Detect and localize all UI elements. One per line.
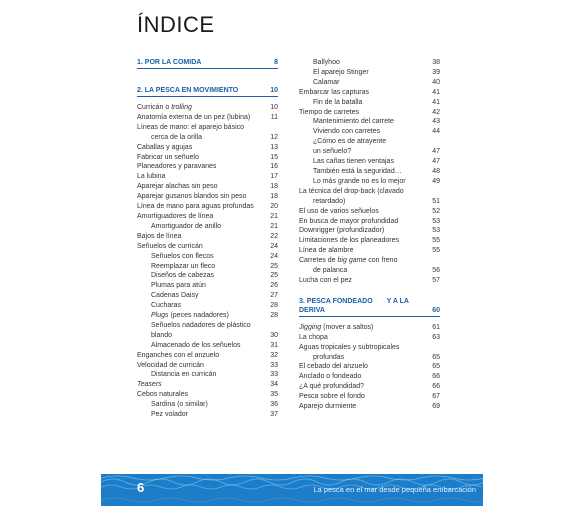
toc-entry[interactable] [299,58,440,68]
entry-page-number: 31 [270,341,278,349]
section-title-line: 2. LA PESCA EN MOVIMIENTO [137,87,239,94]
toc-entry[interactable] [299,217,440,227]
toc-entry[interactable] [299,127,440,137]
entry-title [137,341,265,351]
entry-page-number: 44 [432,128,440,136]
entry-title [299,392,427,402]
toc-entry[interactable] [299,167,440,177]
entry-title-text: Señuelos con flecos [151,252,214,260]
entry-title [299,98,427,108]
entry-title-text: También está la seguridad… [313,167,402,175]
toc-entry[interactable] [137,113,278,123]
entry-page-number: 32 [270,351,278,359]
toc-entry[interactable] [299,256,440,276]
entry-title [137,361,265,371]
entry-title [137,252,265,262]
entry-page-number: 17 [270,173,278,181]
page-number: 6 [137,480,145,495]
entry-page-number: 22 [270,232,278,240]
entry-title-text: Línea de mano para aguas profundas [137,203,254,211]
entry-title [299,108,427,118]
toc-entry[interactable] [299,392,440,402]
toc-entry[interactable] [299,246,440,256]
entry-title [137,162,265,172]
toc-entry[interactable] [137,202,278,212]
entry-title [137,390,265,400]
entry-title [299,127,427,137]
section-title-line: 1. POR LA COMIDA [137,59,202,66]
entry-title [137,281,265,291]
toc-entry[interactable] [299,88,440,98]
entry-page-number: 61 [432,323,440,331]
toc-entry[interactable] [137,341,278,351]
entry-title-text: Lucha con el pez [299,276,352,284]
entry-title-text: Tiempo de carretes [299,108,360,116]
entry-page-number: 28 [270,302,278,310]
entry-title [137,400,265,410]
entry-title-continuation: profundas [313,353,345,361]
section-heading [299,297,440,317]
entry-title [137,232,265,242]
entry-title [299,78,427,88]
toc-entry[interactable] [137,252,278,262]
entry-page-number: 15 [270,153,278,161]
entry-title-text: Enganches con el anzuelo [137,351,220,359]
entry-title [299,167,427,177]
toc-entry[interactable] [137,380,278,390]
toc-entry[interactable] [137,143,278,153]
toc-entry[interactable] [137,162,278,172]
entry-title-text: Distancia en curricán [151,371,217,379]
entry-title [137,153,265,163]
entry-page-number: 36 [270,401,278,409]
entry-title [137,182,265,192]
entry-title [299,323,427,333]
entry-title-text: El uso de varios señuelos [299,207,379,215]
entry-title [137,410,265,420]
entry-page-number: 26 [270,282,278,290]
entry-page-number: 37 [270,411,278,419]
entry-page-number: 49 [432,177,440,185]
section-title-line: 3. PESCA FONDEADO [299,297,373,305]
toc-entry[interactable] [137,192,278,202]
toc-entry[interactable] [137,172,278,182]
entry-title-text: En busca de mayor profundidad [299,217,399,225]
entry-page-number: 67 [432,393,440,401]
entry-title-text: Línea de alambre [299,247,354,255]
entry-title-text: Viviendo con carretes [313,128,381,136]
entry-title-text: Reemplazar un fleco [151,262,216,270]
entry-page-number: 41 [432,98,440,106]
toc-entry[interactable] [299,207,440,217]
entry-page-number: 18 [270,193,278,201]
entry-title-text: La chopa [299,333,328,341]
entry-title-text: Almacenado de los señuelos [151,341,241,349]
entry-title [137,311,265,321]
toc-entry[interactable] [299,323,440,333]
entry-title-continuation: un señuelo? [313,148,352,156]
entry-title-text: Las cañas tienen ventajas [313,158,394,166]
entry-page-number: 10 [270,104,278,111]
entry-page-number: 33 [270,361,278,369]
toc-entry[interactable] [137,390,278,400]
entry-page-number: 40 [432,78,440,86]
entry-title-text: Diseños de cabezas [151,272,215,280]
entry-title [137,301,265,311]
entry-page-number: 30 [270,331,278,339]
entry-page-number: 56 [432,267,440,275]
entry-title-text: Aparejo durmiente [299,403,357,411]
entry-title-text: Líneas de mano: el aparejo básico [137,123,245,131]
entry-title-text: El cebado del anzuelo [299,363,368,371]
toc-entry[interactable] [137,361,278,371]
entry-page-number: 57 [432,276,440,284]
entry-page-number: 16 [270,163,278,171]
entry-title-part: Carretes de [299,257,338,265]
toc-entry[interactable] [137,291,278,301]
entry-page-number: 27 [270,292,278,300]
entry-title-text: Downrigger (profundizador) [299,227,385,235]
section-page-number: 60 [432,306,440,314]
entry-title-text: Lo más grande no es lo mejor [313,177,406,185]
entry-title [137,123,265,143]
entry-title-text: Velocidad de curricán [137,361,204,369]
entry-title [299,402,427,412]
entry-title-text: La lubina [137,173,166,181]
entry-title-text: Señuelos nadadores de plástico [151,321,251,329]
entry-page-number: 35 [270,391,278,399]
entry-page-number: 63 [432,333,440,341]
entry-page-number: 66 [432,373,440,381]
toc-entry[interactable] [299,78,440,88]
entry-title [137,172,265,182]
toc-entry[interactable] [299,157,440,167]
entry-title [137,113,265,123]
entry-title [299,382,427,392]
entry-title [299,333,427,343]
section-gap [137,75,278,86]
entry-page-number: 53 [432,227,440,235]
entry-title-text: Aparejar alachas sin peso [137,183,218,191]
toc-entry[interactable] [299,137,440,157]
entry-page-number: 65 [432,363,440,371]
entry-title [299,117,427,127]
toc-entry[interactable] [299,68,440,78]
entry-title-text: Amortiguador de anillo [151,222,222,230]
entry-page-number: 43 [432,118,440,126]
entry-title-text: Plumas para atún [151,282,206,290]
toc-entry[interactable] [299,117,440,127]
toc-entry[interactable] [137,222,278,232]
section-title [299,297,432,315]
entry-title-text: Calamar [313,78,340,86]
entry-title-continuation: de palanca [313,267,348,275]
entry-title [137,192,265,202]
toc-left-column [137,58,278,420]
entry-title-text: Aparejar gusanos blandos sin peso [137,193,247,201]
entry-title-continuation: cerca de la orilla [151,133,202,141]
entry-title-text: Sardina (o similar) [151,401,208,409]
entry-page-number: 48 [432,167,440,175]
entry-title-part: con freno [366,257,398,265]
entry-page-number: 21 [270,212,278,220]
toc-entry[interactable] [299,236,440,246]
entry-title-text: Cebos naturales [137,391,188,399]
toc-entry[interactable] [299,362,440,372]
entry-title-part: Curricán o [137,104,172,111]
entry-title [137,380,265,390]
page-title: ÍNDICE [137,12,215,37]
entry-title-continuation: retardado) [313,197,346,205]
entry-page-number: 20 [270,203,278,211]
entry-title-text: Planeadores y paravanes [137,163,217,171]
toc-entry[interactable] [299,226,440,236]
entry-title [299,207,427,217]
entry-page-number: 41 [432,88,440,96]
toc-entry[interactable] [299,276,440,286]
entry-title-text: Anatomía externa de un pez (lubina) [137,113,251,121]
entry-title [299,372,427,382]
toc-entry[interactable] [299,98,440,108]
entry-page-number: 38 [432,59,440,66]
entry-title [137,143,265,153]
entry-title [299,256,427,276]
section-heading [137,86,278,97]
entry-page-number: 65 [432,353,440,361]
entry-title-part: Plugs [151,312,169,320]
entry-page-number: 13 [270,143,278,151]
entry-title [299,177,427,187]
entry-title-text: Ballyhoo [313,59,340,66]
entry-page-number: 53 [432,217,440,225]
entry-title-text: Pez volador [151,411,188,419]
entry-page-number: 69 [432,403,440,411]
entry-page-number: 42 [432,108,440,116]
entry-title-part: Jigging [299,323,322,331]
entry-page-number: 47 [432,158,440,166]
entry-title-text: Anclado o fondeado [299,373,362,381]
entry-page-number: 33 [270,371,278,379]
entry-page-number: 24 [270,252,278,260]
entry-title [299,88,427,98]
entry-title [137,370,265,380]
toc-entry[interactable] [299,402,440,412]
entry-title [299,157,427,167]
entry-title-part: big game [337,257,367,265]
toc-entry[interactable] [137,212,278,222]
entry-page-number: 25 [270,262,278,270]
toc-entry[interactable] [299,108,440,118]
entry-page-number: 25 [270,272,278,280]
entry-title [137,212,265,222]
entry-title [137,271,265,281]
toc-entry[interactable] [137,370,278,380]
toc-entry[interactable] [299,372,440,382]
entry-title [137,222,265,232]
entry-title-part: (peces nadadores) [168,312,229,320]
entry-page-number: 55 [432,237,440,245]
entry-title-text: Cucharas [151,302,181,310]
section-title [137,58,205,67]
entry-title-text: Fin de la batalla [313,98,363,106]
section-page-number: 10 [270,87,278,94]
entry-title [137,291,265,301]
entry-title-text: Embarcar las capturas [299,88,370,96]
entry-page-number: 51 [432,197,440,205]
entry-title [137,103,265,113]
entry-title-text: La técnica del drop-back (clavado [299,187,404,195]
entry-page-number: 34 [270,381,278,389]
entry-title [299,362,427,372]
entry-title-text: Pesca sobre el fondo [299,393,365,401]
toc-entry[interactable] [137,153,278,163]
entry-title [299,137,427,157]
entry-title-text: Mantenimiento del carrete [313,118,394,126]
entry-title [299,276,427,286]
toc-entry[interactable] [137,281,278,291]
entry-title-text: ¿Cómo es de atrayente [313,138,387,146]
entry-page-number: 12 [270,133,278,141]
entry-page-number: 21 [270,222,278,230]
toc-entry[interactable] [137,301,278,311]
entry-title [137,262,265,272]
entry-page-number: 28 [270,312,278,320]
entry-title [299,217,427,227]
toc-entry[interactable] [137,271,278,281]
entry-page-number: 11 [270,113,278,121]
entry-title-part: Teasers [137,381,162,389]
toc-entry[interactable] [137,242,278,252]
running-title: La pesca en el mar desde pequeña embarcación [313,485,476,494]
entry-title [299,343,427,363]
entry-title-text: Amortiguadores de línea [137,212,214,220]
entry-title-part: (mover a saltos) [321,323,374,331]
entry-title-text: Aguas tropicales y subtropicales [299,343,400,351]
entry-title [137,242,265,252]
entry-page-number: 66 [432,383,440,391]
entry-page-number: 47 [432,148,440,156]
entry-title [299,68,427,78]
entry-title-text: Señuelos de curricán [137,242,203,250]
entry-page-number: 18 [270,183,278,191]
toc-entry[interactable] [137,400,278,410]
entry-title-text: Limitaciones de los planeadores [299,237,400,245]
toc-entry[interactable] [299,382,440,392]
toc-entry[interactable] [137,321,278,341]
toc-entry[interactable] [137,232,278,242]
toc-entry[interactable] [137,410,278,420]
entry-title [137,351,265,361]
entry-title-text: ¿A qué profundidad? [299,383,364,391]
entry-title-text: El aparejo Stinger [313,68,369,76]
section-heading [137,58,278,69]
section-title-continuation: Y A LA DERIVA [299,297,409,314]
entry-page-number: 52 [432,207,440,215]
section-title [137,86,242,95]
entry-title [299,226,427,236]
toc-entry[interactable] [137,103,278,113]
entry-title-text: Fabricar un señuelo [137,153,199,161]
entry-title-text: Bajos de línea [137,232,182,240]
toc-entry[interactable] [137,351,278,361]
toc-entry[interactable] [137,262,278,272]
entry-title [137,202,265,212]
toc-entry[interactable] [137,311,278,321]
entry-title-continuation: blando [151,331,173,339]
toc-entry[interactable] [299,343,440,363]
entry-title [299,187,427,207]
entry-title [137,321,265,341]
entry-title [299,236,427,246]
entry-page-number: 39 [432,68,440,76]
entry-page-number: 55 [432,247,440,255]
entry-title-text: Cadenas Daisy [151,292,199,300]
toc-entry[interactable] [137,182,278,192]
toc-entry[interactable] [137,123,278,143]
section-page-number: 8 [274,59,278,66]
toc-entry[interactable] [299,187,440,207]
toc-right-column [299,58,440,412]
entry-title [299,58,427,68]
entry-title [299,246,427,256]
entry-page-number: 24 [270,242,278,250]
toc-entry[interactable] [299,177,440,187]
section-gap [299,286,440,297]
toc-entry[interactable] [299,333,440,343]
entry-title-text: Caballas y agujas [137,143,193,151]
entry-title-part: trolling [171,104,192,111]
